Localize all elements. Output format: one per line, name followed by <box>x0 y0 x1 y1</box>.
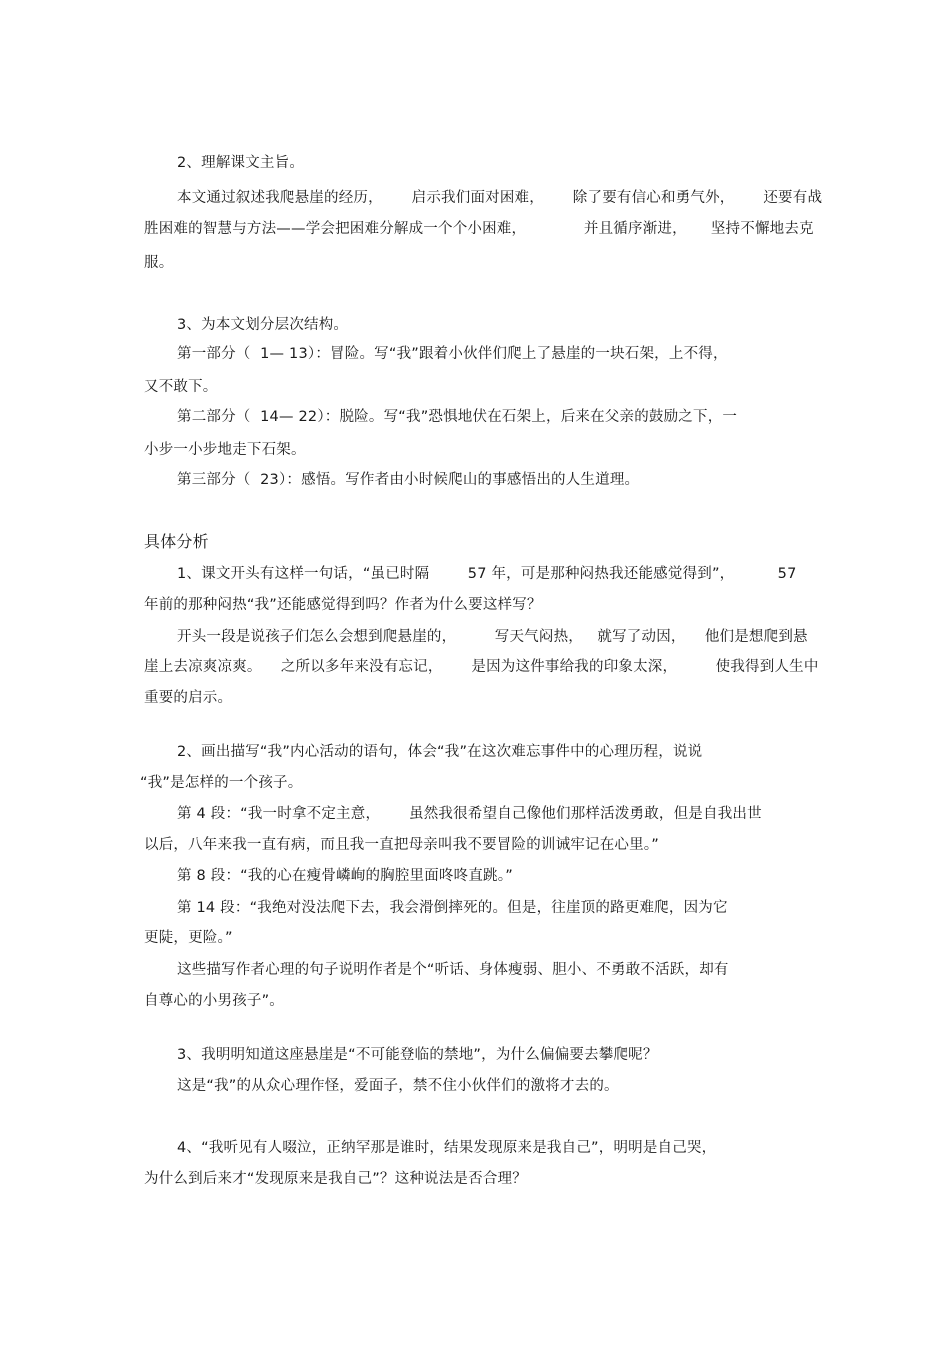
question-2-line: “我”是怎样的一个孩子。 <box>140 775 303 791</box>
answer-3-line: 这是“我”的从众心理作怪，爱面子，禁不住小伙伴们的激将才去的。 <box>177 1078 619 1094</box>
part-1-line: 第一部分（ 1— 13）：冒险。写“我”跟着小伙伴们爬上了悬崖的一块石架，上不得， <box>177 346 728 362</box>
answer-2-line: 第 8 段：“我的心在瘦骨嶙峋的胸腔里面咚咚直跳。” <box>177 868 513 884</box>
section-3-title: 3、为本文划分层次结构。 <box>177 317 349 333</box>
answer-1-line: 开头一段是说孩子们怎么会想到爬悬崖的， 写天气闷热， 就写了动因， 他们是想爬到悬 <box>177 629 808 645</box>
question-1-line: 1、课文开头有这样一句话，“虽已时隔 57 年，可是那种闷热我还能感觉得到”， 57 <box>177 566 797 582</box>
section-2-paragraph-line: 胜困难的智慧与方法——学会把困难分解成一个个小困难， 并且循序渐进， 坚持不懈地去克 <box>144 221 814 237</box>
answer-2-line: 更陡，更险。” <box>144 930 233 946</box>
part-1-line: 又不敢下。 <box>144 379 218 395</box>
question-3-line: 3、我明明知道这座悬崖是“不可能登临的禁地”，为什么偏偏要去攀爬呢？ <box>177 1047 658 1063</box>
part-3-line: 第三部分（ 23）：感悟。写作者由小时候爬山的事感悟出的人生道理。 <box>177 472 640 488</box>
answer-2-line: 第 4 段：“我一时拿不定主意， 虽然我很希望自己像他们那样活泼勇敢，但是自我出世 <box>177 806 762 822</box>
answer-2-line: 以后，八年来我一直有病，而且我一直把母亲叫我不要冒险的训诫牢记在心里。” <box>144 837 659 853</box>
answer-1-line: 崖上去凉爽凉爽。 之所以多年来没有忘记， 是因为这件事给我的印象太深， 使我得到人生中 <box>144 659 819 675</box>
question-4-line: 为什么到后来才“发现原来是我自己”？这种说法是否合理？ <box>144 1171 527 1187</box>
answer-2-line: 这些描写作者心理的句子说明作者是个“听话、身体瘦弱、胆小、不勇敢不活跃，却有 <box>177 962 729 978</box>
answer-2-line: 自尊心的小男孩子”。 <box>144 993 285 1009</box>
answer-2-line: 第 14 段：“我绝对没法爬下去，我会滑倒摔死的。但是，往崖顶的路更难爬，因为它 <box>177 900 728 916</box>
section-2-title: 2、理解课文主旨。 <box>177 155 305 171</box>
section-2-paragraph-line: 服。 <box>144 255 174 271</box>
answer-1-line: 重要的启示。 <box>144 690 233 706</box>
question-1-line: 年前的那种闷热“我”还能感觉得到吗？作者为什么要这样写？ <box>144 597 542 613</box>
section-2-paragraph-line: 本文通过叙述我爬悬崖的经历， 启示我们面对困难， 除了要有信心和勇气外， 还要有战 <box>177 190 823 206</box>
part-2-line: 小步一小步地走下石架。 <box>144 442 306 458</box>
part-2-line: 第二部分（ 14— 22）：脱险。写“我”恐惧地伏在石架上，后来在父亲的鼓励之下，一 <box>177 409 738 425</box>
question-2-line: 2、画出描写“我”内心活动的语句，体会“我”在这次难忘事件中的心理历程，说说 <box>177 744 703 760</box>
question-4-line: 4、“我听见有人啜泣，正纳罕那是谁时，结果发现原来是我自己”，明明是自己哭， <box>177 1140 717 1156</box>
analysis-heading: 具体分析 <box>144 532 209 551</box>
